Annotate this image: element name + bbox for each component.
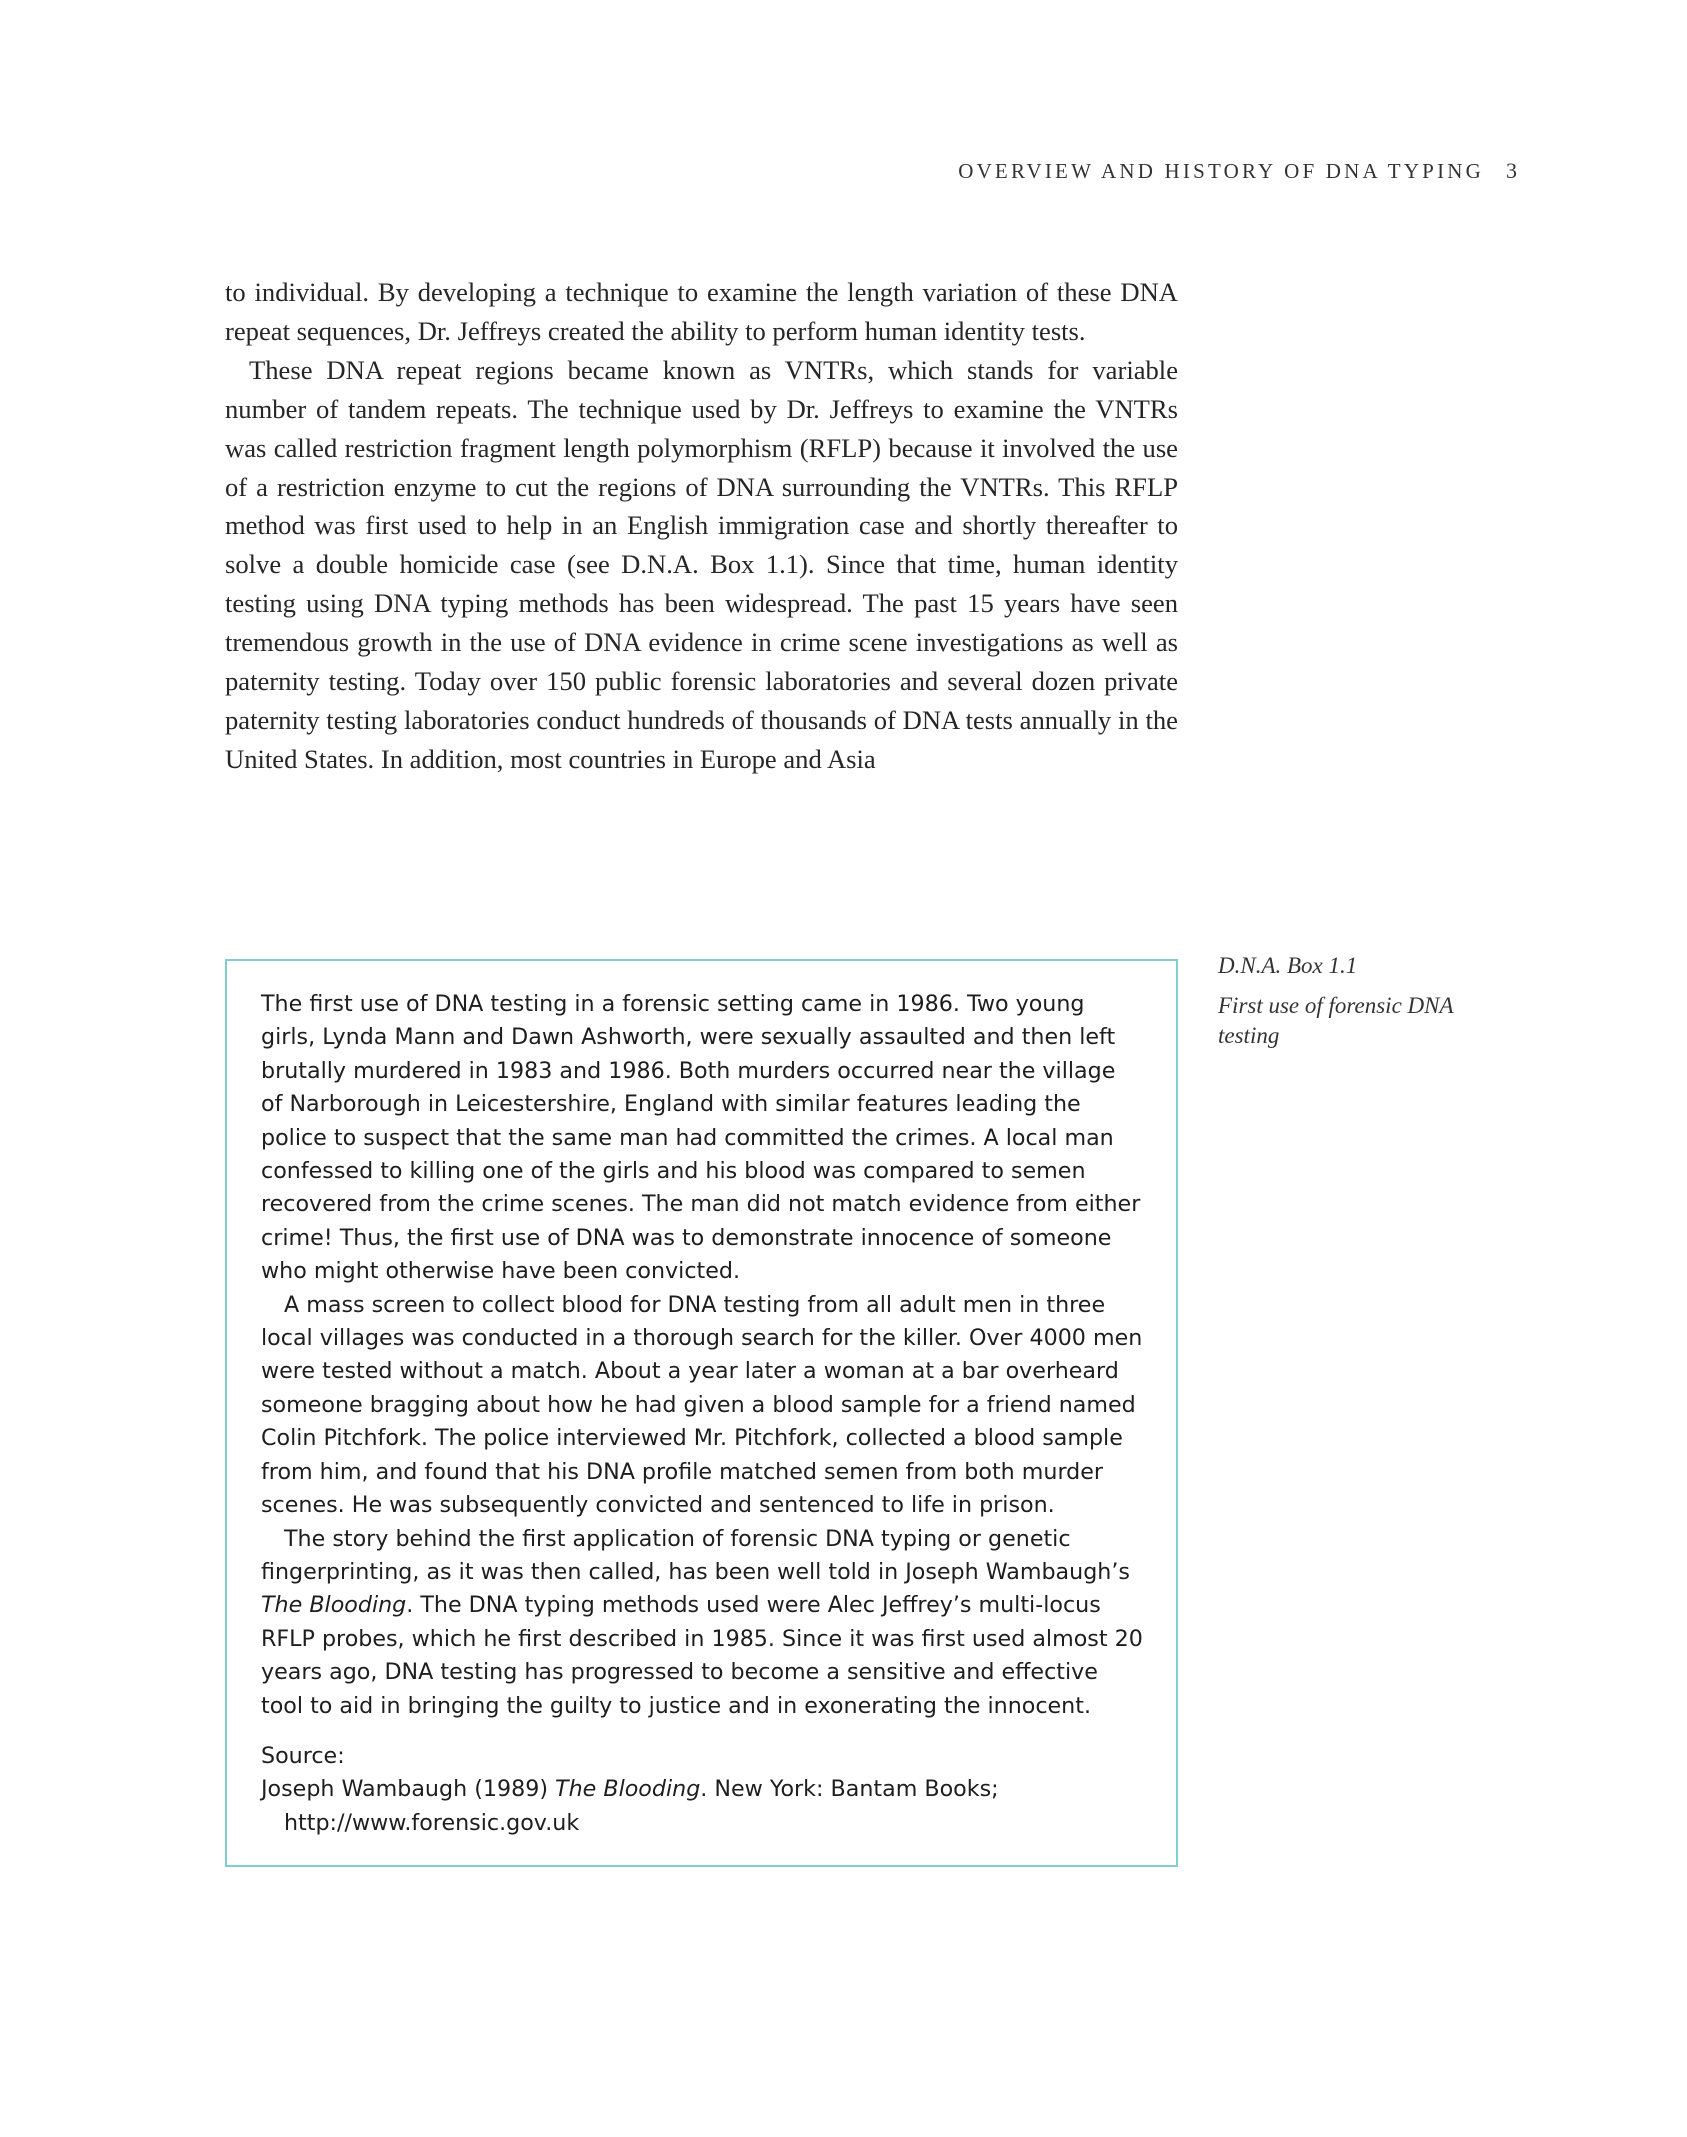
box-paragraph-1: The first use of DNA testing in a forensic setting came in 1986. Two young girls, Lynda Mann and Dawn Ashworth, were sexually assaulted and then left brutally murdered in 1983 and 1986. Both murders occurred near the village of Narborough in Leicestershire, England with similar features leading the police to suspect that the same man had committed the crimes. A local man confessed to killing one of the girls and his blood was compared to semen recovered from the crime scenes. The man did not match evidence from either crime! Thus, the first use of DNA was to demonstrate innocence of someone who might otherwise have been convicted. xyxy=(261,991,1141,1285)
box-paragraph-2: A mass screen to collect blood for DNA testing from all adult men in three local villages was conducted in a thorough search for the killer. Over 4000 men were tested without a match. About a year later a woman at a bar overheard someone bragging about how he had given a blood sample for a friend named Colin Pitchfork. The police interviewed Mr. Pitchfork, collected a blood sample from him, and found that his DNA profile matched semen from both murder scenes. He was subsequently convicted and sentenced to life in prison. xyxy=(261,1291,1143,1519)
body-paragraph-1: to individual. By developing a technique to examine the length variation of these DNA repeat sequences, Dr. Jeffreys created the ability to perform human identity tests. xyxy=(225,277,1178,346)
box-paragraph-3-text-a: The story behind the first application of forensic DNA typing or genetic fingerprinting, as it was then called, has been well told in Joseph Wambaugh’s xyxy=(261,1525,1130,1585)
book-title: The Blooding xyxy=(261,1592,407,1619)
source-citation xyxy=(261,1773,1143,1806)
source-label: Source: xyxy=(261,1742,345,1769)
box-paragraph-3-text-b: . The DNA typing methods used were Alec Jeffrey’s multi-locus RFLP probes, which he first described in 1985. Since it was first used almost 20 years ago, DNA testing has progressed to become a sensitive and effective tool to aid in bringing the guilty to justice and in exonerating the innocent. xyxy=(261,1592,1143,1719)
source-book-title: The Blooding xyxy=(555,1776,701,1803)
dna-box-1-1 xyxy=(225,959,1178,1867)
running-head xyxy=(958,158,1517,184)
source-block xyxy=(261,1740,1143,1840)
box-caption: First use of forensic DNA testing xyxy=(1218,993,1454,1048)
source-publisher: . New York: Bantam Books; xyxy=(700,1776,999,1803)
page-number: 3 xyxy=(1506,158,1517,183)
source-url: http://www.forensic.gov.uk xyxy=(284,1809,580,1836)
running-title: OVERVIEW AND HISTORY OF DNA TYPING xyxy=(958,159,1484,183)
main-text xyxy=(225,273,1178,779)
box-paragraph-3 xyxy=(261,1523,1143,1723)
body-paragraph-2: These DNA repeat regions became known as VNTRs, which stands for variable number of tandem repeats. The technique used by Dr. Jeffreys to examine the VNTRs was called restriction fragment length polymorphism (RFLP) because it involved the use of a restriction enzyme to cut the regions of DNA surrounding the VNTRs. This RFLP method was first used to help in an English immigration case and shortly thereafter to solve a double homicide case (see D.N.A. Box 1.1). Since that time, human identity testing using DNA typing methods has been widespread. The past 15 years have seen tremendous growth in the use of DNA evidence in crime scene investigations as well as paternity testing. Today over 150 public forensic laboratories and several dozen private paternity testing laboratories conduct hundreds of thousands of DNA tests annually in the United States. In addition, most countries in Europe and Asia xyxy=(225,354,1178,774)
source-author: Joseph Wambaugh (1989) xyxy=(261,1776,556,1803)
box-sidebar-label xyxy=(1218,951,1478,1051)
box-label: D.N.A. Box 1.1 xyxy=(1218,953,1358,978)
